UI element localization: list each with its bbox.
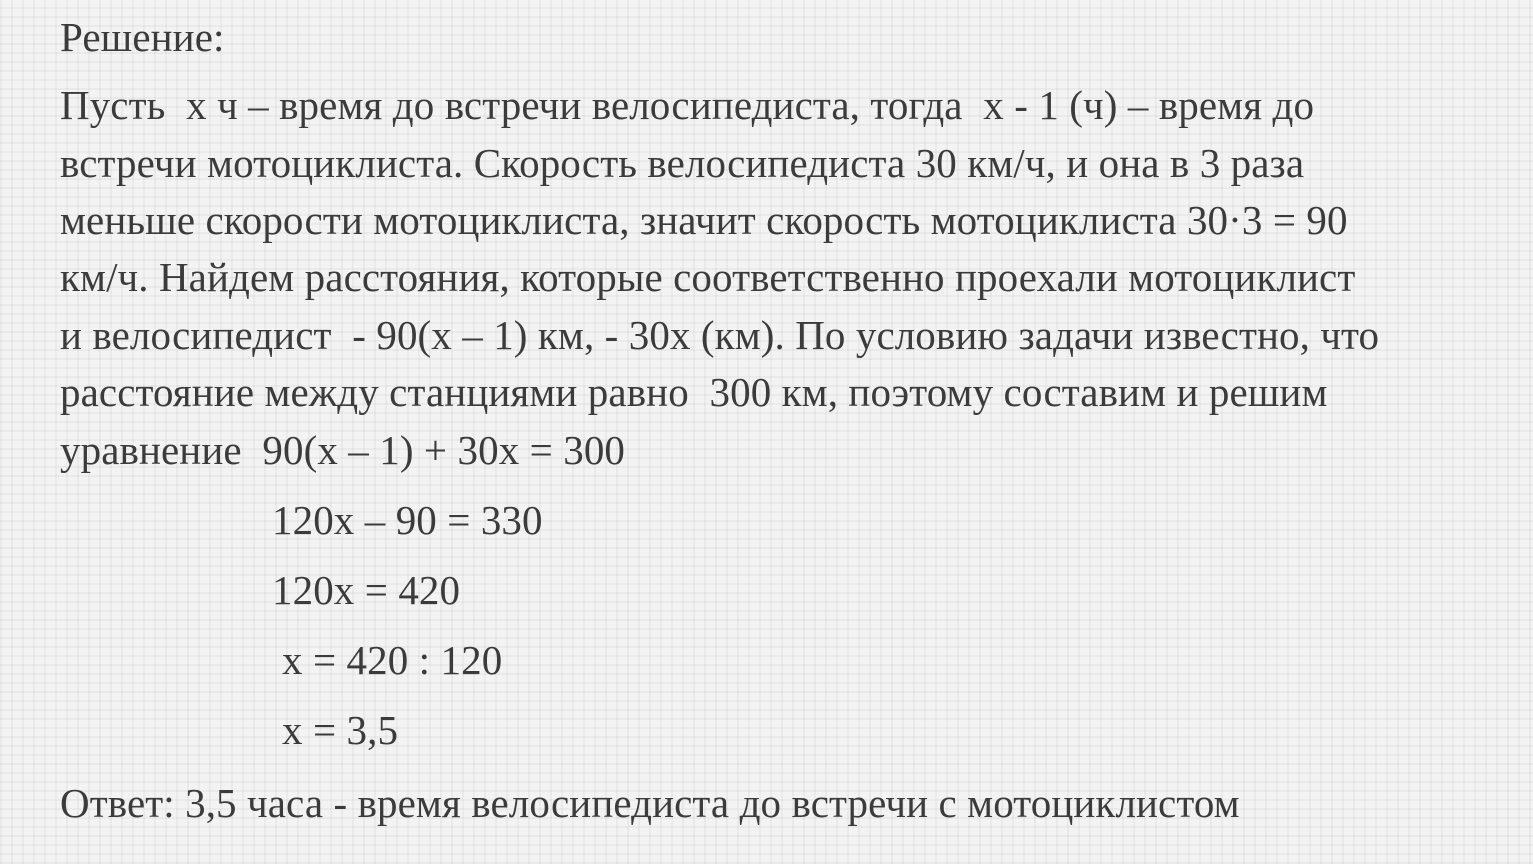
solution-line-2: встречи мотоциклиста. Скорость велосипедиста 30 км/ч, и она в 3 раза (60, 140, 1305, 186)
equation-step-4: х = 3,5 (282, 707, 399, 753)
equation-step-3: х = 420 : 120 (282, 637, 503, 683)
solution-line-1: Пусть х ч – время до встречи велосипедиста, тогда х - 1 (ч) – время до (60, 82, 1315, 128)
solution-line-6: расстояние между станциями равно 300 км, поэтому составим и решим (60, 369, 1328, 415)
solution-heading: Решение: (60, 14, 225, 60)
answer-line: Ответ: 3,5 часа - время велосипедиста до встречи с мотоциклистом (60, 780, 1240, 826)
equation-step-1: 120х – 90 = 330 (272, 497, 543, 543)
solution-line-4: км/ч. Найдем расстояния, которые соответственно проехали мотоциклист (60, 254, 1356, 300)
equation-line: уравнение 90(х – 1) + 30х = 300 (60, 427, 626, 473)
solution-line-5: и велосипедист - 90(х – 1) км, - 30х (км). По условию задачи известно, что (60, 312, 1380, 358)
solution-line-3: меньше скорости мотоциклиста, значит скорость мотоциклиста 30·3 = 90 (60, 197, 1348, 243)
equation-step-2: 120х = 420 (272, 567, 461, 613)
